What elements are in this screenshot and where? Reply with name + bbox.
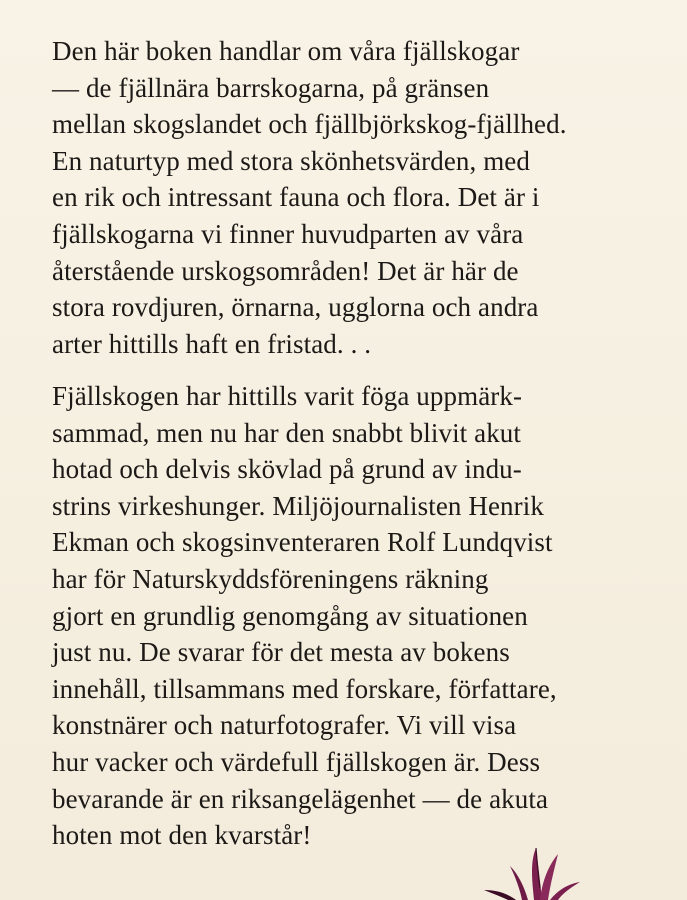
text-line: stora rovdjuren, örnarna, ugglorna och andra [52, 292, 539, 323]
text-line: innehåll, tillsammans med forskare, författare, [52, 673, 557, 704]
text-line: återstående urskogsområden! Det är här de [52, 255, 519, 286]
text-line: mellan skogslandet och fjällbjörkskog-fjällhed. [52, 109, 567, 140]
text-line: — de fjällnära barrskogarna, på gränsen [52, 72, 490, 103]
paragraph-intro [52, 33, 652, 362]
text-line: Den här boken handlar om våra fjällskogar [52, 36, 520, 66]
text-line: hur vacker och värdefull fjällskogen är. Dess [52, 746, 541, 777]
text-line: hoten mot den kvarstår! [52, 820, 312, 851]
text-line: sammad, men nu har den snabbt blivit akut [52, 417, 522, 448]
text-line: En naturtyp med stora skönhetsvärden, med [52, 145, 530, 176]
text-line: en rik och intressant fauna och flora. Det är i [52, 182, 540, 213]
text-line: hotad och delvis skövlad på grund av indu- [52, 454, 522, 485]
text-line: konstnärer och naturfotografer. Vi vill visa [52, 710, 517, 741]
text-line: gjort en grundlig genomgång av situationen [52, 600, 528, 631]
text-line: strins virkeshunger. Miljöjournalisten Henrik [52, 490, 544, 521]
text-line: fjällskogarna vi finner huvudparten av våra [52, 218, 524, 249]
paragraph-threat [52, 378, 652, 854]
text-line: just nu. De svarar för det mesta av bokens [52, 637, 510, 668]
flower-icon [470, 840, 600, 900]
text-line: Ekman och skogsinventeraren Rolf Lundqvist [52, 527, 553, 558]
text-line: har för Naturskyddsföreningens räkning [52, 563, 489, 594]
text-line: Fjällskogen har hittills varit föga uppmärk- [52, 381, 523, 411]
text-line: arter hittills haft en fristad. . . [52, 328, 372, 359]
text-line: bevarande är en riksangelägenhet — de akuta [52, 783, 549, 814]
